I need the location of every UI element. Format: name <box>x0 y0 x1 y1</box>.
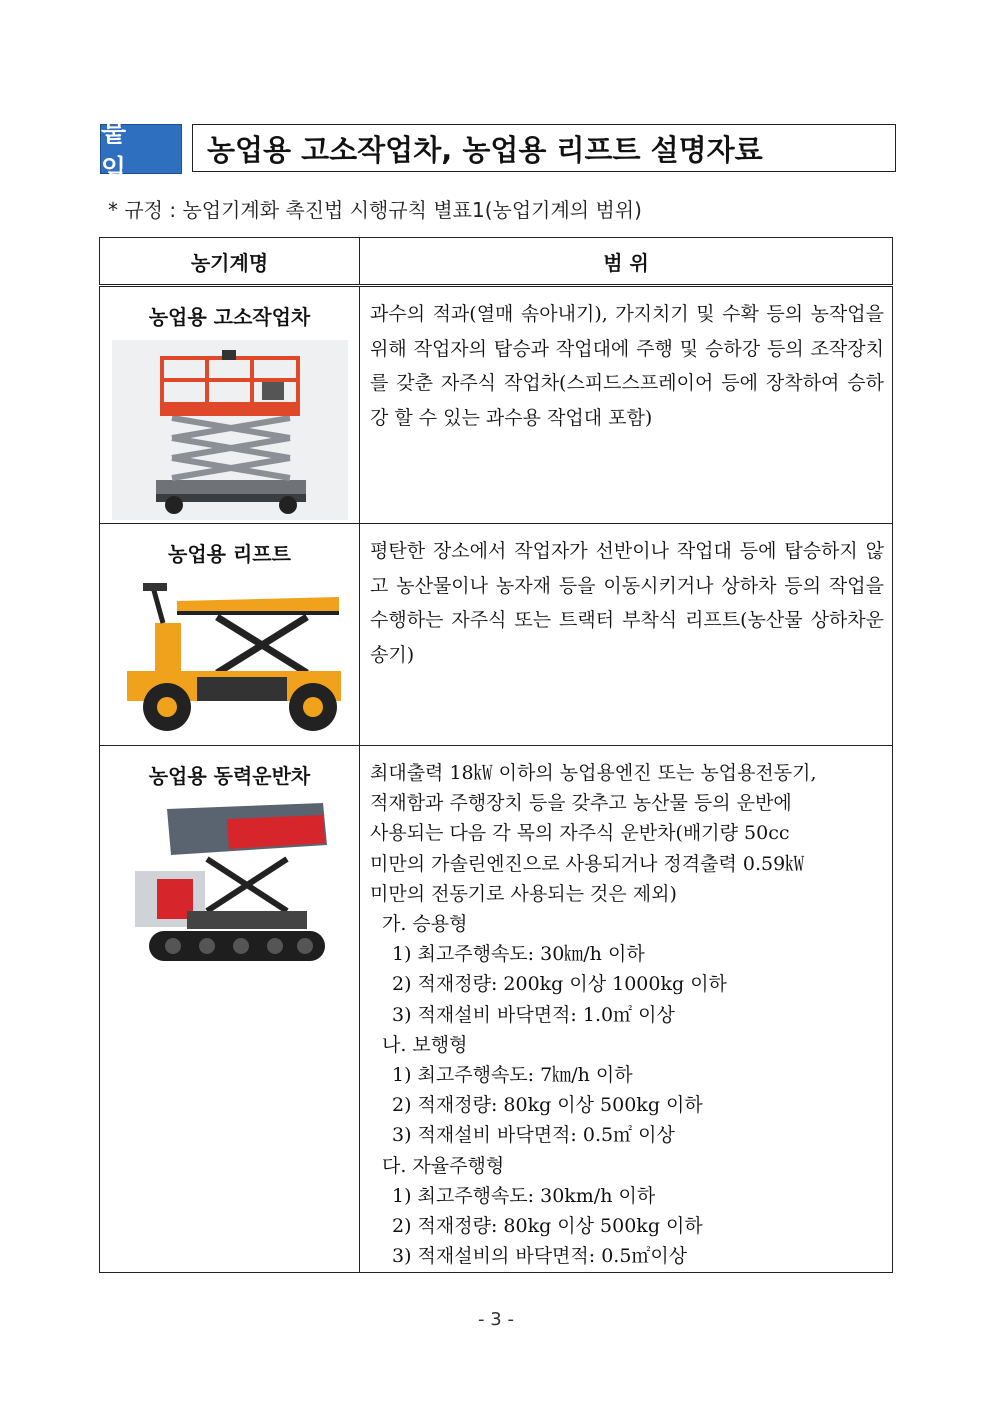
table-row <box>100 746 893 1273</box>
description-line: 미만의 전동기로 사용되는 것은 제외) <box>370 882 677 905</box>
page-number: - 3 - <box>478 1309 514 1330</box>
power-carrier-image <box>127 799 333 975</box>
spec-item: 3) 적재설비 바닥면적: 1.0㎡ 이상 <box>392 1003 675 1026</box>
spec-item: 1) 최고주행속도: 30km/h 이하 <box>392 1184 656 1207</box>
description-lines <box>370 758 884 909</box>
spec-item: 3) 적재설비의 바닥면적: 0.5㎡이상 <box>392 1245 688 1268</box>
machinery-table <box>99 237 893 1273</box>
header-scope: 범 위 <box>360 238 893 286</box>
spec-group-label: 다. 자율주행형 <box>382 1154 505 1177</box>
description-line: 적재함과 주행장치 등을 갖추고 농산물 등의 운반에 <box>370 792 792 815</box>
table-header-row <box>100 238 893 286</box>
spec-item: 1) 최고주행속도: 7㎞/h 이하 <box>392 1064 633 1087</box>
spec-item: 2) 적재정량: 80kg 이상 500kg 이하 <box>392 1094 703 1117</box>
specification-groups <box>370 909 884 1271</box>
spec-item: 1) 최고주행속도: 30㎞/h 이하 <box>392 943 645 966</box>
agricultural-lift-image <box>117 577 343 737</box>
header <box>100 118 898 185</box>
name-cell <box>100 746 360 1273</box>
scope-description <box>360 746 893 1273</box>
machine-name: 농업용 고소작업차 <box>148 305 311 329</box>
machine-name: 농업용 리프트 <box>168 542 291 566</box>
scope-description: 과수의 적과(열매 솎아내기), 가지치기 및 수확 등의 농작업을 위해 작업자의 탑승과 작업대에 주행 및 승하강 등의 조작장치를 갖춘 자주식 작업차(스피드스프레이어 등에 장착하여 승하강 할 수 있는 과수용 작업대 포함) <box>360 286 893 524</box>
header-machine-name: 농기계명 <box>100 238 360 286</box>
name-cell <box>100 286 360 524</box>
machine-name: 농업용 동력운반차 <box>148 764 311 788</box>
spec-group-label: 가. 승용형 <box>382 913 468 936</box>
description-line: 미만의 가솔린엔진으로 사용되거나 정격출력 0.59㎾ <box>370 852 805 875</box>
attachment-badge: 붙 임 <box>100 124 182 174</box>
table-row <box>100 524 893 746</box>
description-line: 최대출력 18㎾ 이하의 농업용엔진 또는 농업용전동기, <box>370 762 817 784</box>
description-line: 사용되는 다음 각 목의 자주식 운반차(배기량 50cc <box>370 822 790 845</box>
document-title: 농업용 고소작업차, 농업용 리프트 설명자료 <box>192 124 896 172</box>
spec-item: 3) 적재설비 바닥면적: 0.5㎡ 이상 <box>392 1124 675 1147</box>
name-cell <box>100 524 360 746</box>
spec-group-label: 나. 보행형 <box>382 1033 468 1056</box>
scissor-lift-image <box>112 340 348 520</box>
scope-description: 평탄한 장소에서 작업자가 선반이나 작업대 등에 탑승하지 않고 농산물이나 농자재 등을 이동시키거나 상하차 등의 작업을 수행하는 자주식 또는 트랙터 부착식 리프트(농산물 상하차운송기) <box>360 524 893 746</box>
spec-item: 2) 적재정량: 200kg 이상 1000kg 이하 <box>392 973 727 996</box>
regulation-note: * 규정 : 농업기계화 촉진법 시행규칙 별표1(농업기계의 범위) <box>108 198 642 222</box>
table-row <box>100 286 893 524</box>
spec-item: 2) 적재정량: 80kg 이상 500kg 이하 <box>392 1215 703 1238</box>
